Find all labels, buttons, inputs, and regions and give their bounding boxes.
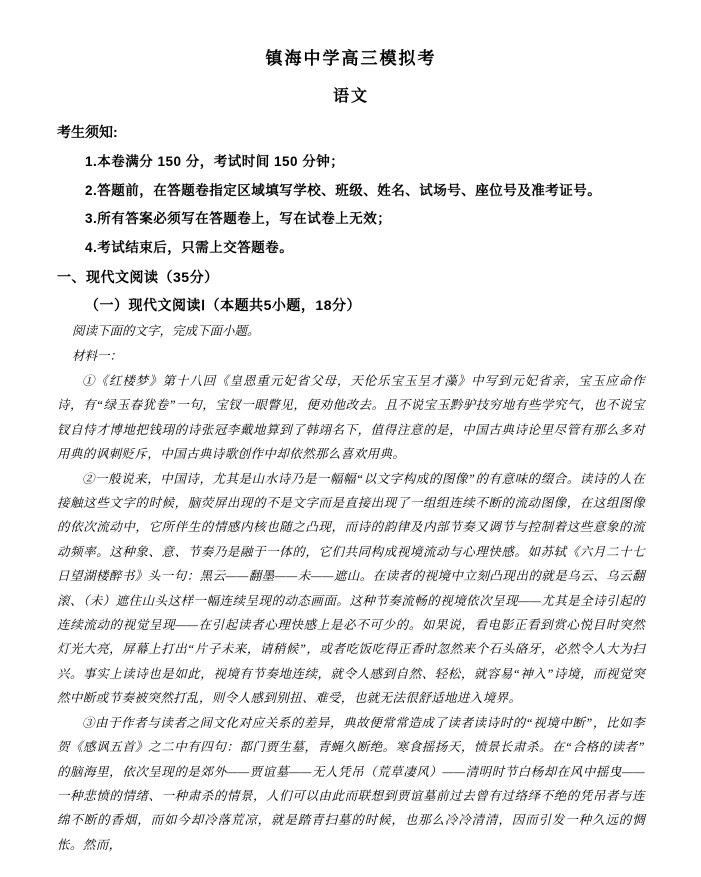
- exam-title: 镇海中学高三模拟考: [265, 49, 437, 68]
- passage-paragraph-1: ①《红楼梦》第十八回《皇恩重元妃省父母，天伦乐宝玉呈才藻》中写到元妃省亲，宝玉应命作诗，有“绿玉春犹卷”一句，宝钗一眼瞥见，便劝他改去。且不说宝玉黔驴技穷地有些学究气，也不说宝钗自恃才博地把钱珝的诗张冠李戴地算到了韩翊名下，值得注意的是，中国古典诗论里尽管有那么多对用典的讽刺贬斥，中国古典诗歌创作中却依然那么喜欢用典。: [57, 374, 645, 462]
- reading-instruction: 阅读下面的文字，完成下面小题。: [72, 324, 260, 338]
- notice-item: 3.所有答案必须写在答题卷上，写在试卷上无效；: [85, 211, 392, 226]
- passage-material-one: [57, 369, 645, 857]
- material-label: 材料一：: [72, 349, 123, 363]
- subject-title: 语文: [332, 88, 369, 105]
- candidate-notice: [57, 122, 645, 262]
- notice-item: 2.答题前，在答题卷指定区域填写学校、班级、姓名、试场号、座位号及准考证号。: [85, 182, 602, 198]
- passage-paragraph-2: ②一般说来，中国诗，尤其是山水诗乃是一幅幅“以文字构成的图像”的有意味的缀合。读诗的人在接触这些文字的时候，脑荧屏出现的不是文字而是直接出现了一组组连续不断的流动图像，在这组图像的依次流动中，它所伴生的情感内核也随之凸现，而诗的韵律及内部节奏又调节与控制着这些意象的流动频率。这种象、意、节奏乃是融于一体的，它们共同构成视境流动与心理快感。如苏轼《六月二十七日望湖楼醉书》头一句：黑云——翻墨——未——遮山。在读者的视境中立刻凸现出的就是乌云、乌云翻滚、（未）遮住山头这样一幅连续呈现的动态画面。这种节奏流畅的视境依次呈现——尤其是全诗引起的连续流动的视觉呈现——在引起读者心理快感上是必不可少的。如果说，看电影正看到赏心悦目时突然灯光大亮，屏幕上打出“片子未来，请稍候”，或者吃饭吃得正香时忽然来个石头硌牙，必然令人大为扫兴。事实上读诗也是如此，视境有节奏地连续，就令人感到自然、轻松，就容易“神入”诗境，而视觉突然中断或节奏被突然打乱，则令人感到别扭、难受，也就无法很舒适地进入境界。: [57, 471, 645, 706]
- notice-label: 考生须知:: [57, 124, 118, 140]
- notice-item: 4.考试结束后，只需上交答题卷。: [85, 239, 294, 255]
- section-heading-modern-reading: 一、现代文阅读（35分）: [57, 269, 219, 285]
- subsection-heading-reading-one: （一）现代文阅读Ⅰ（本题共5小题，18分）: [85, 297, 361, 313]
- passage-paragraph-3: ③由于作者与读者之间文化对应关系的差异，典故便常常造成了读者读诗时的“视境中断”，比如李贺《感讽五首》之二中有四句：都门贾生墓，青蝇久断绝。寒食摇扬天，愤景长肃杀。在“合格的读者”的脑海里，依次呈现的是郊外——贾谊墓——无人凭吊（荒草凄风）——清明时节白杨却在风中摇曳——一种悲愤的情绪、一种肃杀的情景，人们可以由此而联想到贾谊墓前过去曾有过络绎不绝的凭吊者与连绵不断的香烟，而如今却冷落荒凉，就是踏青扫墓的时候，也那么冷冷清清，因而引发一种久远的惆怅。然而，: [57, 715, 645, 852]
- notice-item: 1.本卷满分 150 分，考试时间 150 分钟；: [85, 154, 345, 169]
